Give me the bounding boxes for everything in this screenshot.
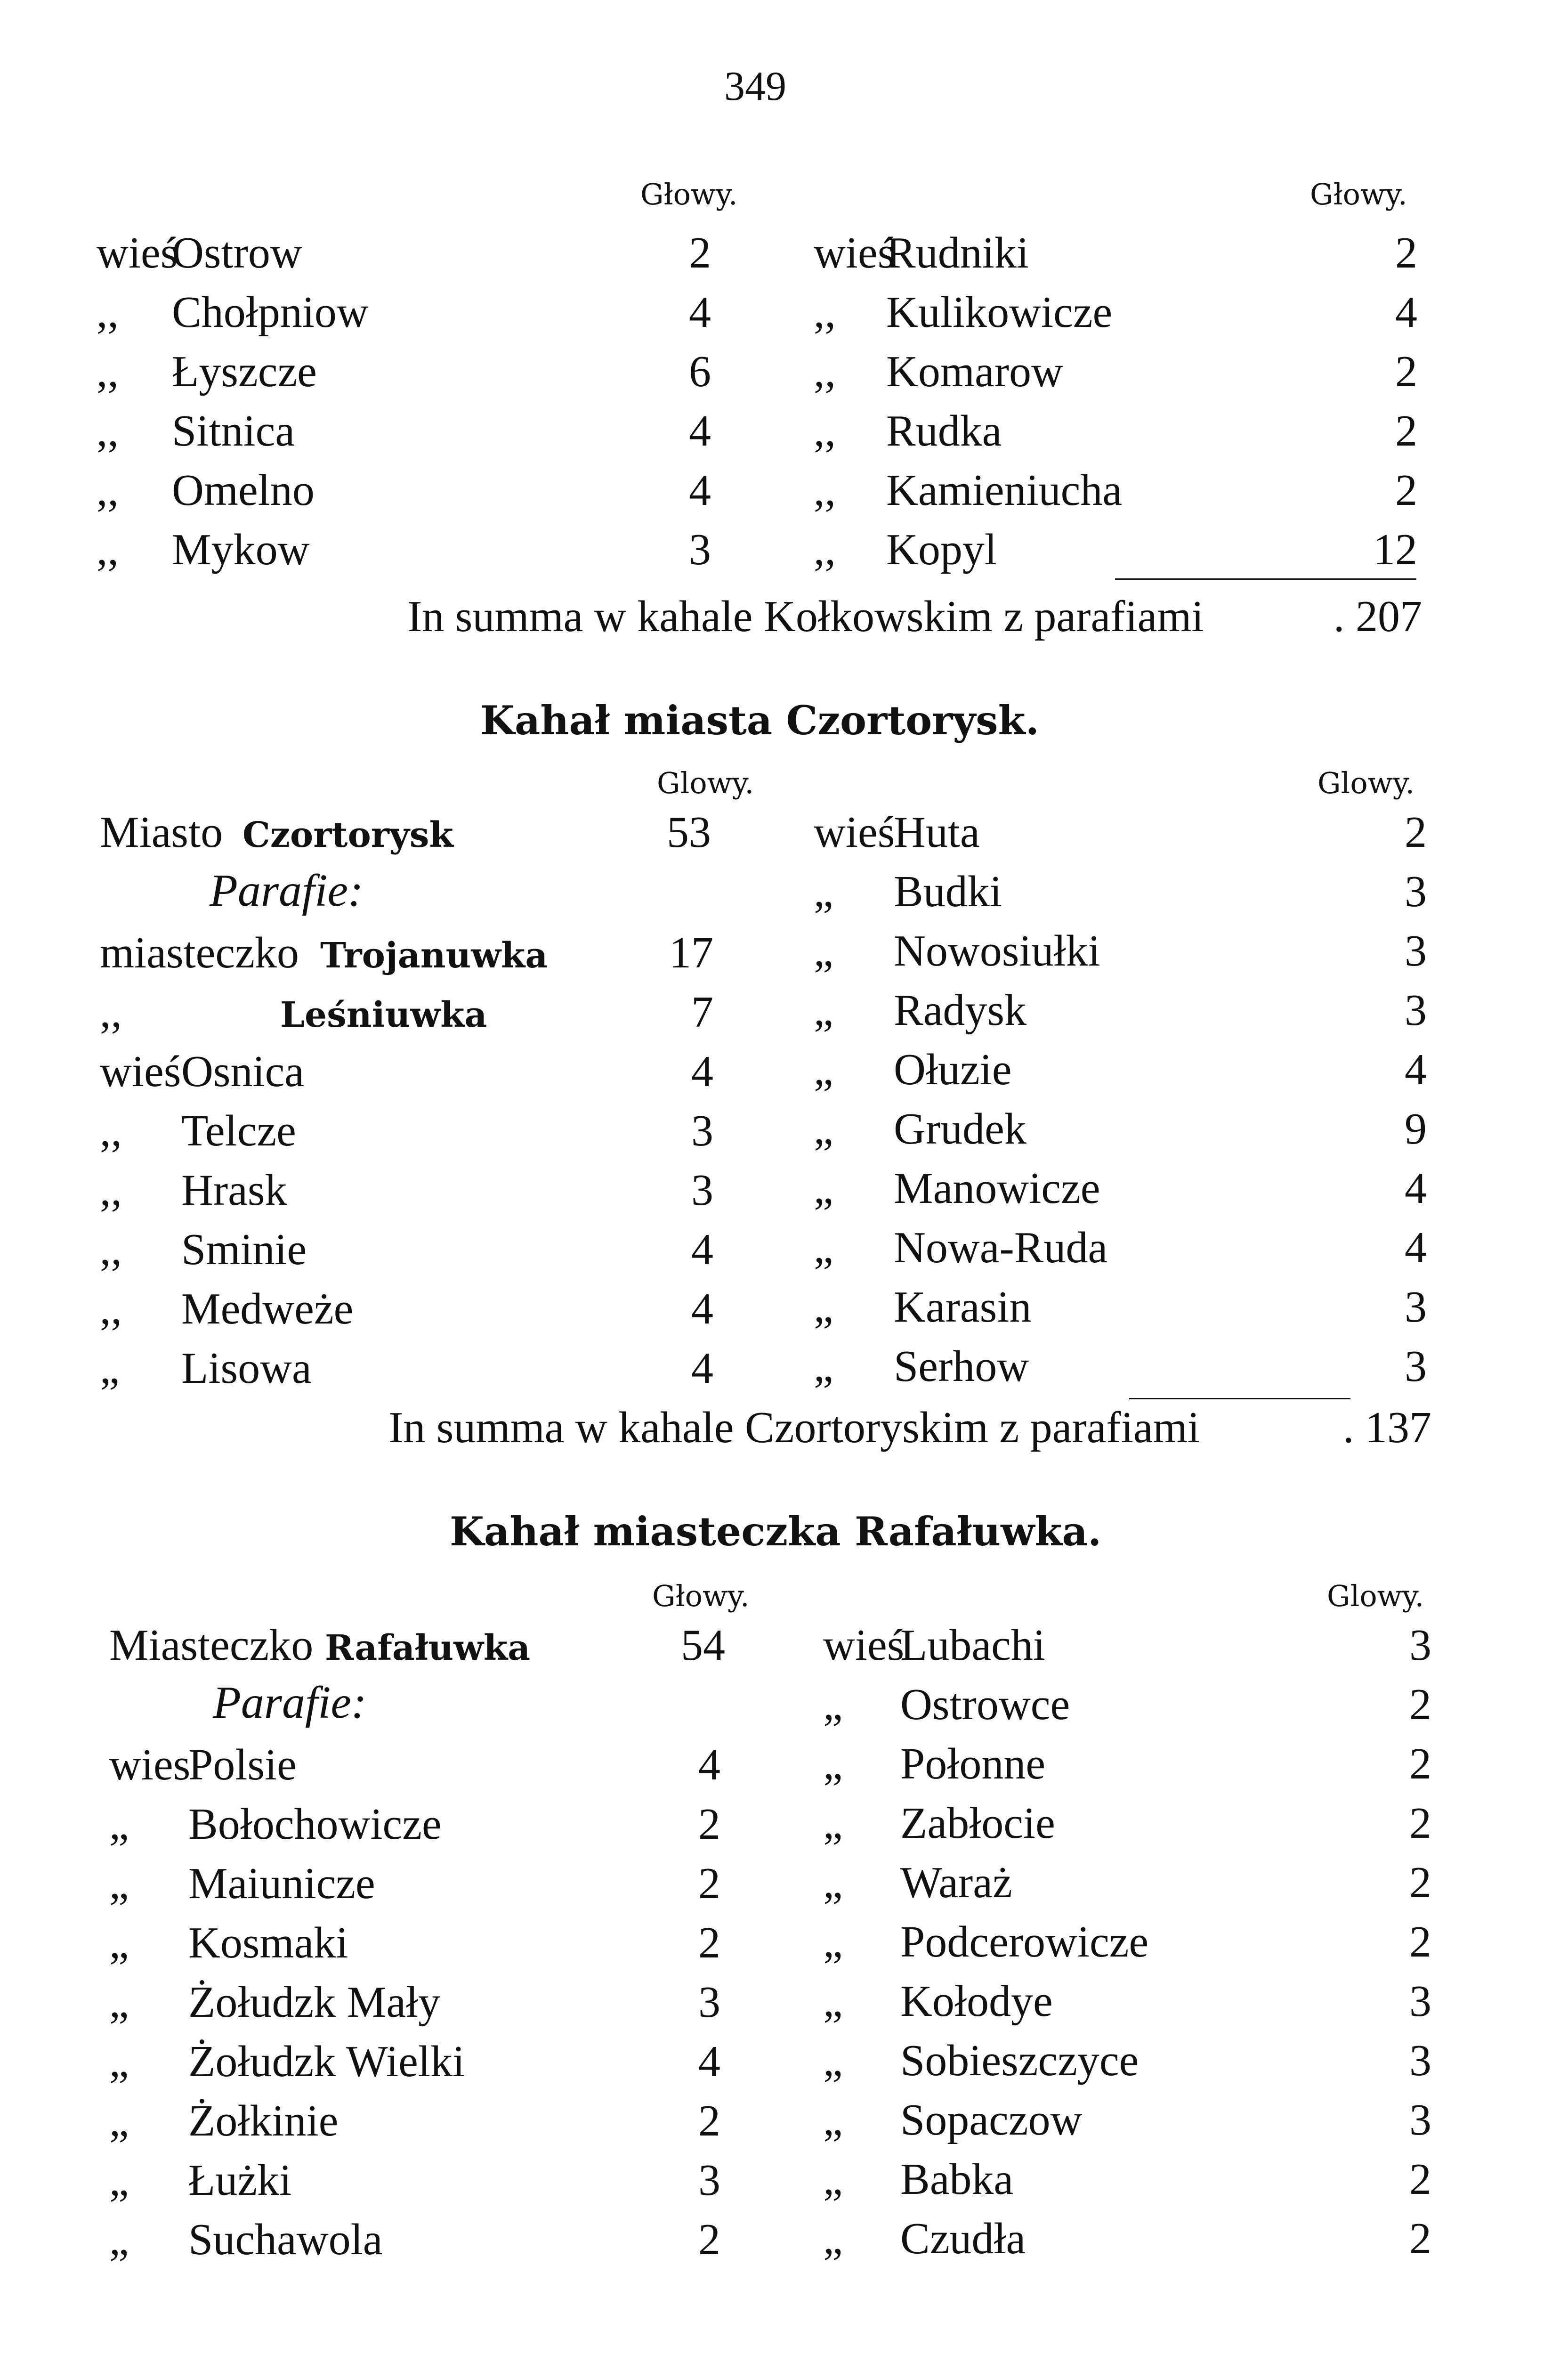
- row-value: 2: [689, 228, 711, 277]
- row-value: 3: [1405, 1283, 1427, 1332]
- row-value: 2: [1405, 808, 1427, 857]
- row-prefix: ,,: [97, 347, 119, 396]
- row-value: 2: [1409, 2214, 1431, 2263]
- row-name: Ostrow: [172, 228, 302, 277]
- row-prefix: „: [823, 2036, 843, 2085]
- row-prefix: „: [823, 1799, 843, 1848]
- city-value: 53: [667, 808, 711, 857]
- row-value: 3: [1405, 1342, 1427, 1391]
- row-prefix: „: [823, 1858, 843, 1907]
- row-prefix: wieś: [814, 808, 895, 857]
- row-prefix: wieś: [823, 1621, 905, 1670]
- row-prefix: ,,: [100, 1284, 122, 1333]
- row-name: Sopaczow: [900, 2095, 1083, 2144]
- section-title: Kahał miasteczka Rafałuwka.: [450, 1508, 1102, 1555]
- row-value: 4: [1405, 1045, 1427, 1094]
- row-name: Nowa-Ruda: [894, 1223, 1108, 1272]
- row-prefix: „: [823, 1680, 843, 1729]
- row-value: 4: [698, 2037, 720, 2086]
- row-value: 4: [689, 466, 711, 515]
- parafie-label: Parafie:: [210, 865, 364, 916]
- row-name: Sitnica: [172, 406, 295, 455]
- row-name: Bołochowicze: [188, 1800, 442, 1849]
- row-prefix: ,,: [100, 1106, 122, 1155]
- sum-rule: [1115, 578, 1416, 580]
- row-prefix: „: [109, 1800, 129, 1849]
- row-value: 4: [691, 1225, 713, 1274]
- row-value: 2: [698, 1918, 720, 1967]
- row-prefix: ,,: [814, 466, 836, 515]
- row-prefix: ,,: [97, 466, 119, 515]
- city-label: Miasto: [100, 808, 223, 857]
- row-value: 3: [691, 1106, 713, 1155]
- row-name: Hrask: [181, 1166, 287, 1215]
- row-name: Suchawola: [188, 2215, 383, 2264]
- row-value: 3: [698, 1978, 720, 2027]
- row-value: 2: [1395, 228, 1417, 277]
- row-value: 4: [1395, 288, 1417, 337]
- row-name: Kosmaki: [188, 1918, 348, 1967]
- row-name: Sobieszczyce: [900, 2036, 1139, 2085]
- row-prefix: miasteczko: [100, 928, 299, 977]
- row-prefix: ,,: [97, 288, 119, 337]
- row-prefix: wieś: [100, 1047, 181, 1096]
- row-value: 17: [669, 928, 713, 977]
- section-title: Kahał miasta Czortorysk.: [480, 697, 1039, 744]
- row-name: Czudła: [900, 2214, 1026, 2263]
- row-name: Żołudzk Wielki: [188, 2037, 465, 2086]
- row-name: Komarow: [886, 347, 1063, 396]
- row-value: 4: [689, 406, 711, 455]
- heads-header-right: Głowy.: [1310, 177, 1407, 211]
- row-prefix: ,,: [814, 525, 836, 574]
- row-prefix: „: [823, 1917, 843, 1966]
- row-name: Żołudzk Mały: [188, 1978, 441, 2027]
- row-name: Medweże: [181, 1284, 354, 1333]
- row-name: Omelno: [172, 466, 315, 515]
- row-name: Ołuzie: [894, 1045, 1012, 1094]
- row-value: 2: [1409, 1680, 1431, 1729]
- city-name: Czortorysk: [242, 815, 453, 855]
- row-value: 2: [1409, 1739, 1431, 1788]
- heads-header-right: Glowy.: [1327, 1579, 1424, 1613]
- sum-value: . 137: [1343, 1403, 1431, 1452]
- row-prefix: „: [823, 2155, 843, 2204]
- row-name: Podcerowicze: [900, 1917, 1149, 1966]
- row-prefix: ,,: [814, 406, 836, 455]
- row-name: Łyszcze: [172, 347, 317, 396]
- row-prefix: „: [814, 926, 833, 975]
- row-prefix: „: [814, 1045, 833, 1094]
- row-name: Polsie: [188, 1740, 297, 1789]
- row-value: 4: [1405, 1164, 1427, 1213]
- row-value: 3: [1409, 1621, 1431, 1670]
- row-value: 4: [689, 288, 711, 337]
- row-value: 2: [1409, 1858, 1431, 1907]
- sum-text: In summa w kahale Czortoryskim z parafiami: [388, 1403, 1200, 1452]
- row-name: Radysk: [894, 986, 1026, 1035]
- row-name: Maiunicze: [188, 1859, 375, 1908]
- row-name: Nowosiułki: [894, 926, 1100, 975]
- row-prefix: „: [109, 1918, 129, 1967]
- row-prefix: „: [814, 1223, 833, 1272]
- row-value: 2: [1395, 406, 1417, 455]
- row-prefix: „: [109, 1859, 129, 1908]
- row-value: 4: [691, 1284, 713, 1333]
- row-name: Rudniki: [886, 228, 1029, 277]
- row-prefix: ,,: [97, 406, 119, 455]
- row-prefix: wieś: [97, 228, 178, 277]
- row-prefix: „: [823, 2214, 843, 2263]
- row-value: 9: [1405, 1104, 1427, 1153]
- row-value: 3: [1409, 2036, 1431, 2085]
- row-name: Manowicze: [894, 1164, 1100, 1213]
- row-name: Ostrowce: [900, 1680, 1070, 1729]
- row-prefix: ,,: [100, 1166, 122, 1215]
- row-value: 3: [691, 1166, 713, 1215]
- row-prefix: „: [814, 1283, 833, 1332]
- row-name: Lubachi: [900, 1621, 1045, 1670]
- city-label: Miasteczko: [109, 1621, 314, 1670]
- row-name: Grudek: [894, 1104, 1026, 1153]
- row-value: 7: [691, 988, 713, 1037]
- row-name: Telcze: [181, 1106, 296, 1155]
- row-prefix: „: [109, 2096, 129, 2145]
- row-name: Serhow: [894, 1342, 1029, 1391]
- row-name: Babka: [900, 2155, 1014, 2204]
- row-name: Mykow: [172, 525, 310, 574]
- row-name: Waraż: [900, 1858, 1012, 1907]
- row-name: Trojanuwka: [320, 935, 548, 976]
- city-name: Rafałuwka: [325, 1628, 531, 1668]
- row-value: 2: [698, 1800, 720, 1849]
- row-value: 2: [698, 2096, 720, 2145]
- parafie-label: Parafie:: [213, 1677, 367, 1728]
- sum-rule: [1129, 1398, 1350, 1399]
- row-prefix: „: [109, 2156, 129, 2205]
- heads-header-left: Głowy.: [640, 177, 738, 211]
- row-prefix: ,,: [97, 525, 119, 574]
- row-value: 3: [1405, 986, 1427, 1035]
- row-name: Sminie: [181, 1225, 307, 1274]
- row-value: 3: [1409, 1977, 1431, 2026]
- sum-text: In summa w kahale Kołkowskim z parafiami: [407, 592, 1204, 641]
- row-prefix: ,,: [814, 288, 836, 337]
- row-prefix: „: [814, 867, 833, 916]
- heads-header-right: Glowy.: [1317, 766, 1415, 800]
- row-prefix: „: [814, 986, 833, 1035]
- row-prefix: „: [823, 1977, 843, 2026]
- row-value: 3: [698, 2156, 720, 2205]
- row-value: 4: [691, 1047, 713, 1096]
- heads-header-left: Glowy.: [657, 766, 754, 800]
- row-prefix: wies: [109, 1740, 191, 1789]
- row-prefix: ,,: [814, 347, 836, 396]
- row-prefix: wieś: [814, 228, 895, 277]
- row-prefix: „: [100, 1344, 120, 1393]
- row-value: 12: [1373, 525, 1417, 574]
- row-prefix: „: [109, 2037, 129, 2086]
- row-value: 4: [1405, 1223, 1427, 1272]
- row-name: Żołkinie: [188, 2096, 339, 2145]
- row-name: Kulikowicze: [886, 288, 1113, 337]
- row-value: 2: [698, 1859, 720, 1908]
- row-name: Połonne: [900, 1739, 1046, 1788]
- row-prefix: „: [109, 2215, 129, 2264]
- row-value: 3: [1405, 867, 1427, 916]
- row-name: Zabłocie: [900, 1799, 1055, 1848]
- row-value: 3: [1409, 2095, 1431, 2144]
- row-value: 4: [698, 1740, 720, 1789]
- row-value: 2: [1409, 2155, 1431, 2204]
- row-name: Łużki: [188, 2156, 292, 2205]
- row-name: Budki: [894, 867, 1002, 916]
- row-value: 2: [1409, 1917, 1431, 1966]
- row-prefix: „: [823, 1739, 843, 1788]
- row-value: 3: [1405, 926, 1427, 975]
- city-value: 54: [681, 1621, 725, 1670]
- row-prefix: „: [814, 1342, 833, 1391]
- page-number: 349: [724, 64, 786, 109]
- row-prefix: „: [814, 1164, 833, 1213]
- row-value: 2: [1395, 466, 1417, 515]
- row-prefix: „: [814, 1104, 833, 1153]
- row-name: Lisowa: [181, 1344, 312, 1393]
- row-name: Rudka: [886, 406, 1002, 455]
- row-value: 2: [698, 2215, 720, 2264]
- row-value: 6: [689, 347, 711, 396]
- sum-value: . 207: [1334, 592, 1422, 641]
- row-name: Karasin: [894, 1283, 1032, 1332]
- row-value: 4: [691, 1344, 713, 1393]
- row-name: Kołodye: [900, 1977, 1053, 2026]
- row-prefix: „: [823, 2095, 843, 2144]
- row-prefix: ,,: [100, 1225, 122, 1274]
- row-name: Chołpniow: [172, 288, 369, 337]
- row-name: Huta: [894, 808, 980, 857]
- row-prefix: ,,: [100, 988, 122, 1037]
- row-value: 2: [1409, 1799, 1431, 1848]
- row-name: Osnica: [181, 1047, 305, 1096]
- row-name: Kopyl: [886, 525, 997, 574]
- heads-header-left: Głowy.: [652, 1579, 750, 1613]
- row-prefix: „: [109, 1978, 129, 2027]
- row-value: 3: [689, 525, 711, 574]
- row-name: Leśniuwka: [280, 995, 487, 1035]
- row-name: Kamieniucha: [886, 466, 1123, 515]
- row-value: 2: [1395, 347, 1417, 396]
